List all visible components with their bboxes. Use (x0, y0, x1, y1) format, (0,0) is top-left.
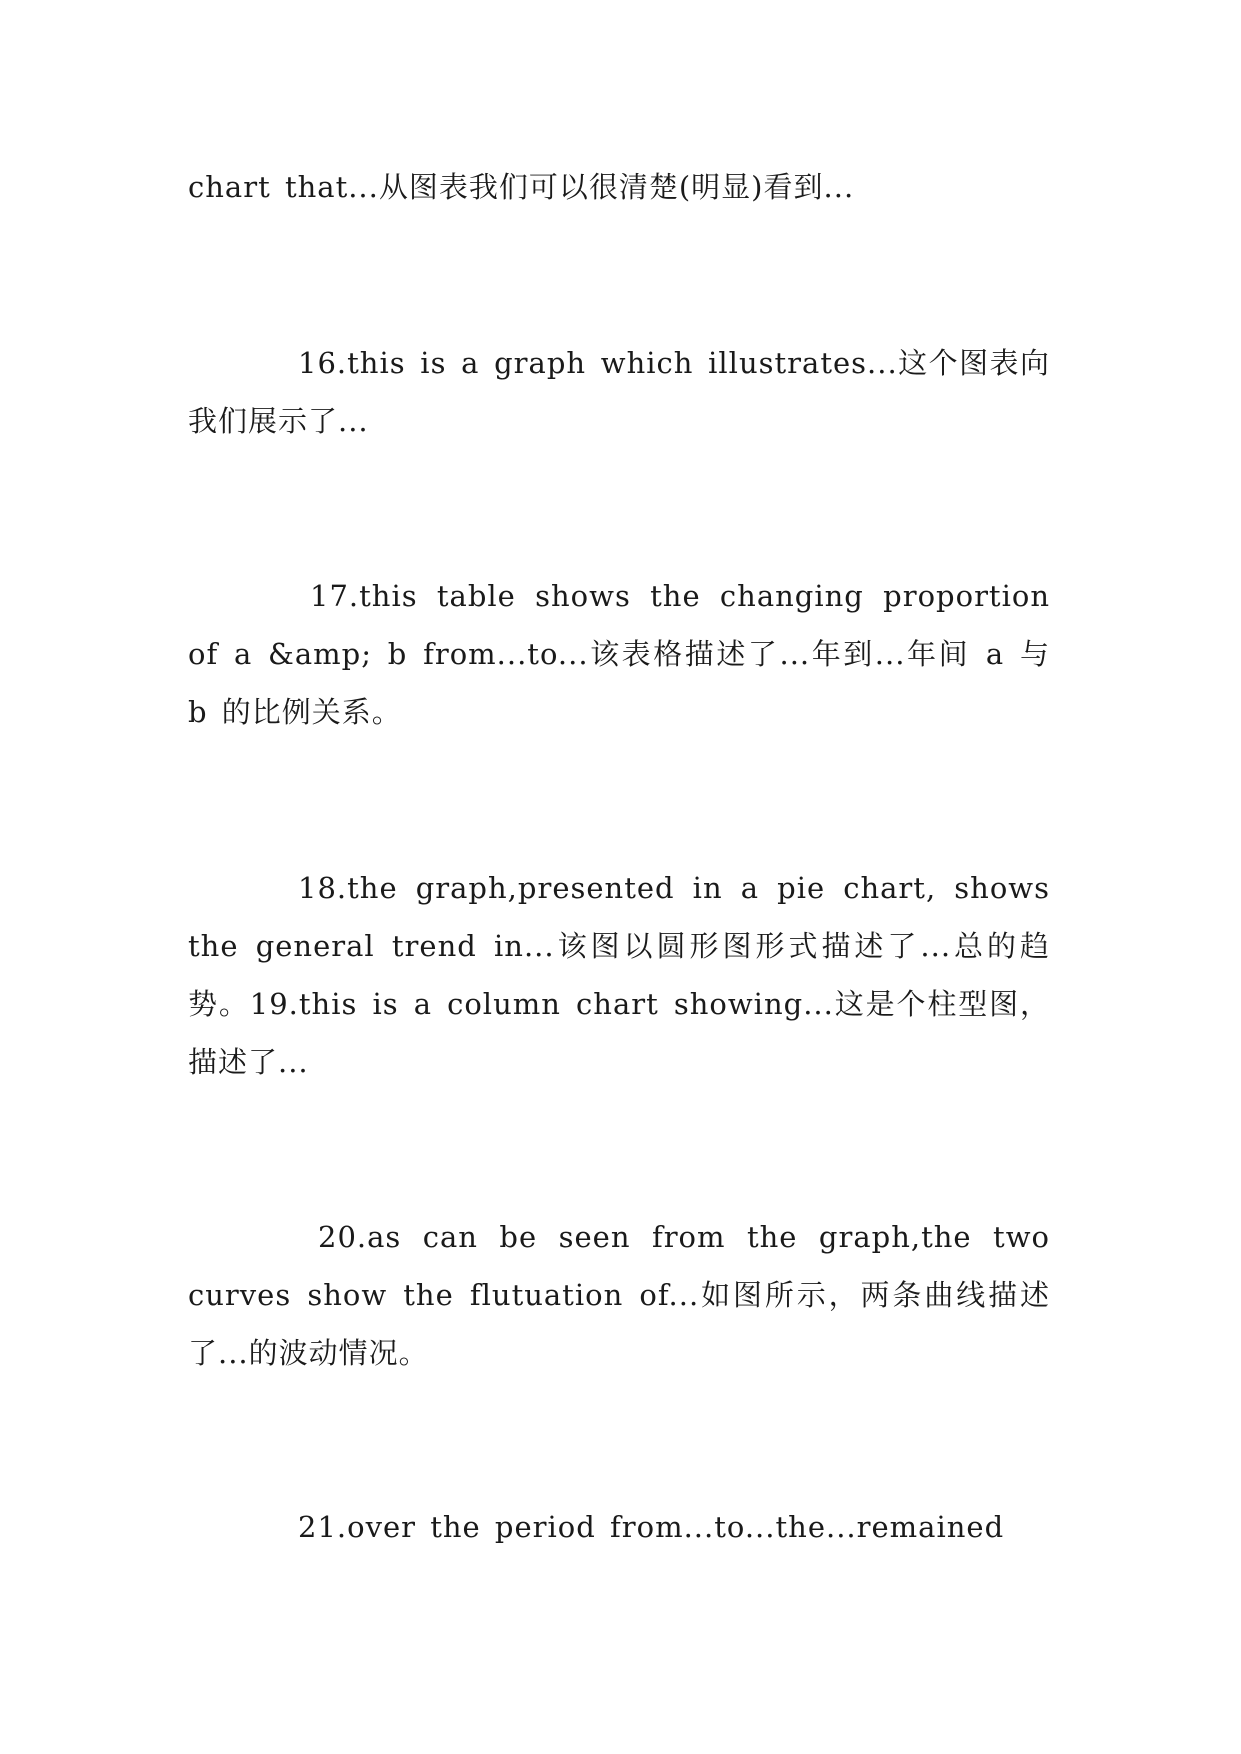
paragraph-18-19: 18.the graph,presented in a pie chart, shows the general trend in...该图以圆形图形式描述了...总的趋势。19.this is a column chart showing...这是个柱型图，描述了... (188, 871, 1050, 1079)
paragraph-continuation: chart that...从图表我们可以很清楚(明显)看到... (188, 170, 855, 204)
paragraph-16: 16.this is a graph which illustrates...这个图表向我们展示了... (188, 346, 1050, 438)
paragraph-21: 21.over the period from...to...the...remained (298, 1510, 1005, 1544)
paragraph-17: 17.this table shows the changing proportion of a &amp; b from...to...该表格描述了...年到...年间 a 与 b 的比例关系。 (188, 579, 1050, 729)
paragraph-20: 20.as can be seen from the graph,the two curves show the flutuation of...如图所示，两条曲线描述了...的波动情况。 (188, 1220, 1050, 1370)
